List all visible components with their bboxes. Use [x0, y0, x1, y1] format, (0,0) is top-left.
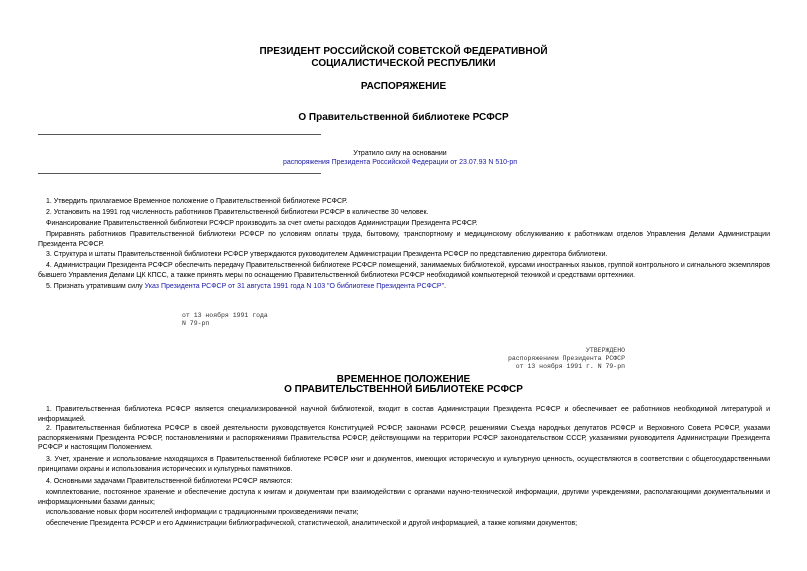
signature-number: N 79-рп [182, 320, 210, 327]
regulation-title-2: О ПРАВИТЕЛЬСТВЕННОЙ БИБЛИОТЕКЕ РСФСР [284, 384, 523, 395]
regulation-paragraph-7: обеспечение Президента РСФСР и его Администрации библиографической, статистической, аналитической и другой информацией, а также копиями документов; [46, 520, 578, 527]
approved-by: распоряжением Президента РСФСР [507, 355, 625, 362]
issuer-line-1: ПРЕЗИДЕНТ РОССИЙСКОЙ СОВЕТСКОЙ ФЕДЕРАТИВНОЙ [259, 46, 548, 57]
signature-date: от 13 ноября 1991 года [182, 312, 268, 319]
approved-label: УТВЕРЖДЕНО [585, 347, 625, 354]
order-item-5-suffix: . [444, 283, 447, 290]
order-item-4: 4. Администрации Президента РСФСР обеспечить передачу Правительственной библиотеке РСФСР помещений, занимаемых библиотекой, курсами иностранных языков, группой контрольного и сигнального экземпляров бывшего Управления Делами ЦК КПСС, а также принять меры по оснащению Правительственной библиотеки РСФСР необходимой компьютерной техникой и средствами оргтехники. [38, 262, 770, 279]
regulation-paragraph-2: 2. Правительственная библиотека РСФСР в своей деятельности руководствуется Конституцией РСФСР, законами РСФСР, решениями Съезда народных депутатов РСФСР и Верховного Совета РСФСР, указами распоряжениями Президента РСФСР, постановлениями и распоряжениями Правительства РСФСР, действующими на территории РСФСР законодательством СССР, указаниями руководителя Администрации Президента РСФСР и настоящим Положением. [38, 425, 770, 451]
regulation-paragraph-6: использование новых форм носителей информации с традиционными произведениями печати; [46, 509, 359, 516]
divider-bottom [38, 173, 321, 174]
order-item-2-financing: Финансирование Правительственной библиотеки РСФСР производить за счет сметы расходов Администрации Президента РСФСР. [46, 220, 478, 227]
regulation-paragraph-1: 1. Правительственная библиотека РСФСР является специализированной научной библиотекой, входит в состав Администрации Президента РСФСР и обеспечивает ее работников необходимой литературой и информацией. [38, 406, 770, 423]
regulation-title-1: ВРЕМЕННОЕ ПОЛОЖЕНИЕ [336, 374, 471, 385]
order-item-3: 3. Структура и штаты Правительственной библиотеки РСФСР утверждаются руководителем Администрации Президента РСФСР по представлению директора библиотеки. [46, 251, 608, 258]
repeal-link[interactable]: распоряжения Президента Российской Федерации от 23.07.93 N 510-рп [282, 159, 518, 166]
issuer-line-2: СОЦИАЛИСТИЧЕСКОЙ РЕСПУБЛИКИ [311, 58, 496, 69]
divider-top [38, 134, 321, 135]
order-item-2-equalize: Приравнять работников Правительственной библиотеки РСФСР по условиям оплаты труда, бытовому, транспортному и медицинскому обслуживанию к работникам отделов Управления Делами Администрации Президента РСФСР. [38, 231, 770, 248]
document-type: РАСПОРЯЖЕНИЕ [360, 81, 447, 92]
decree-link[interactable]: Указ Президента РСФСР от 31 августа 1991 года N 103 "О библиотеке Президента РСФСР" [144, 283, 445, 290]
order-item-1: 1. Утвердить прилагаемое Временное положение о Правительственной библиотеке РСФСР. [46, 198, 348, 205]
repeal-note: Утратило силу на основании [353, 150, 447, 157]
regulation-paragraph-3: 3. Учет, хранение и использование находящихся в Правительственной библиотеке РСФСР книг и документов, имеющих историческую и культурную ценность, осуществляются в соответствии с общегосударственными принципами охраны и использования исторических и культурных памятников. [38, 456, 770, 473]
order-item-5-prefix: 5. Признать утратившим силу [46, 283, 145, 290]
order-item-5 [38, 282, 770, 292]
regulation-paragraph-4: 4. Основными задачами Правительственной библиотеки РСФСР являются: [46, 478, 293, 485]
document-title: О Правительственной библиотеке РСФСР [298, 112, 509, 123]
order-item-2: 2. Установить на 1991 год численность работников Правительственной библиотеки РСФСР в количестве 30 человек. [46, 209, 429, 216]
regulation-paragraph-5: комплектование, постоянное хранение и обеспечение доступа к книгам и документам при взаимодействии с органами научно-технической информации, другими учреждениями, располагающими документальными и информационными базами данных; [38, 489, 770, 506]
approved-date: от 13 ноября 1991 г. N 79-рп [515, 363, 625, 370]
